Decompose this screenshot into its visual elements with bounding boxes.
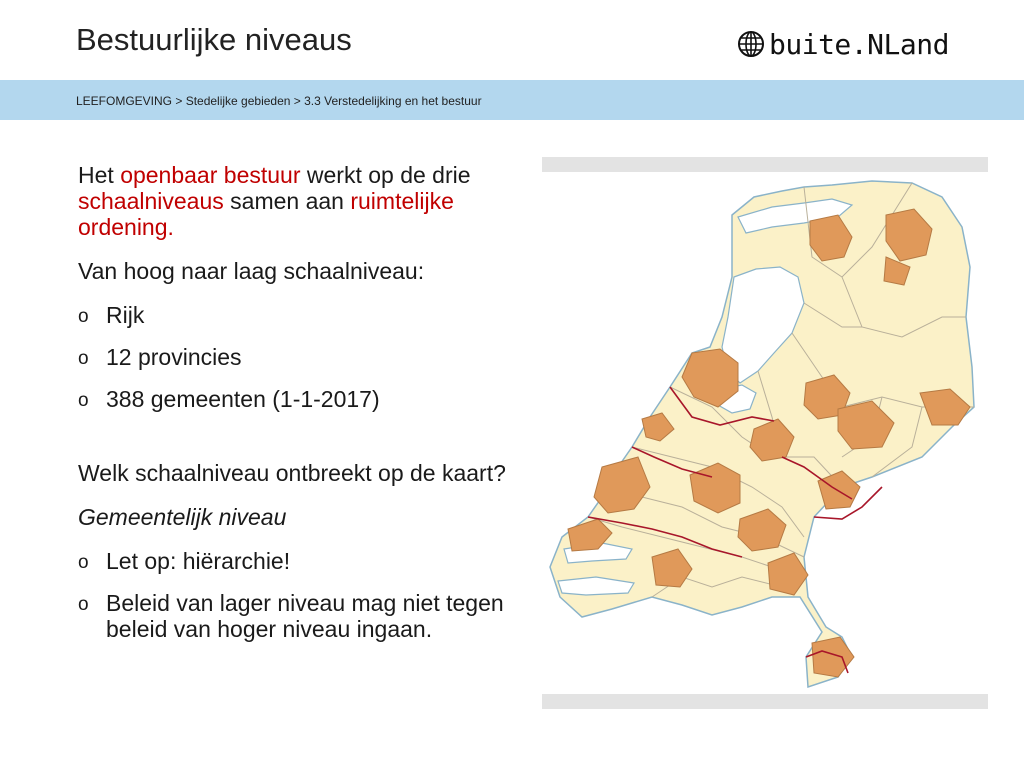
breadcrumb-bar [0, 80, 1024, 120]
list-item-text: Beleid van lager niveau mag niet tegen beleid van hoger niveau ingaan. [106, 590, 504, 642]
map-bottom-bar [542, 694, 988, 709]
netherlands-map [542, 157, 988, 709]
list-item [78, 548, 508, 576]
levels-heading: Van hoog naar laag schaalniveau: [78, 258, 425, 284]
list-item [78, 386, 508, 414]
bullet-marker: o [78, 348, 89, 369]
bullet-marker: o [78, 306, 89, 327]
list-item [78, 344, 508, 372]
map-graphic [542, 157, 988, 709]
intro-text: Het [78, 162, 121, 188]
intro-text: werkt op de drie [300, 162, 471, 188]
intro-paragraph [78, 162, 508, 240]
intro-highlight-ruimtelijke-ordening: ruimtelijke ordening. [78, 188, 454, 240]
intro-text: samen aan [223, 188, 351, 214]
page-title: Bestuurlijke niveaus [76, 22, 352, 57]
list-item-text: Let op: hiërarchie! [106, 548, 291, 574]
question: Welk schaalniveau ontbreekt op de kaart? [78, 460, 506, 486]
buitenland-logo [737, 26, 949, 62]
bullet-marker: o [78, 390, 89, 411]
list-item [78, 590, 508, 642]
breadcrumb: LEEFOMGEVING > Stedelijke gebieden > 3.3 Verstedelijking en het bestuur [76, 94, 482, 108]
list-item [78, 302, 508, 330]
list-item-text: 12 provincies [106, 344, 242, 370]
slide-content [78, 162, 508, 656]
answer: Gemeentelijk niveau [78, 504, 287, 530]
bullet-marker: o [78, 552, 89, 573]
logo-text: buite.NLand [769, 27, 949, 61]
map-top-bar [542, 157, 988, 172]
globe-icon [737, 30, 765, 58]
intro-highlight-openbaar-bestuur: openbaar bestuur [120, 162, 301, 188]
bullet-marker: o [78, 594, 89, 615]
list-item-text: 388 gemeenten (1-1-2017) [106, 386, 380, 412]
list-item-text: Rijk [106, 302, 145, 328]
intro-highlight-schaalniveaus: schaalniveaus [78, 188, 224, 214]
